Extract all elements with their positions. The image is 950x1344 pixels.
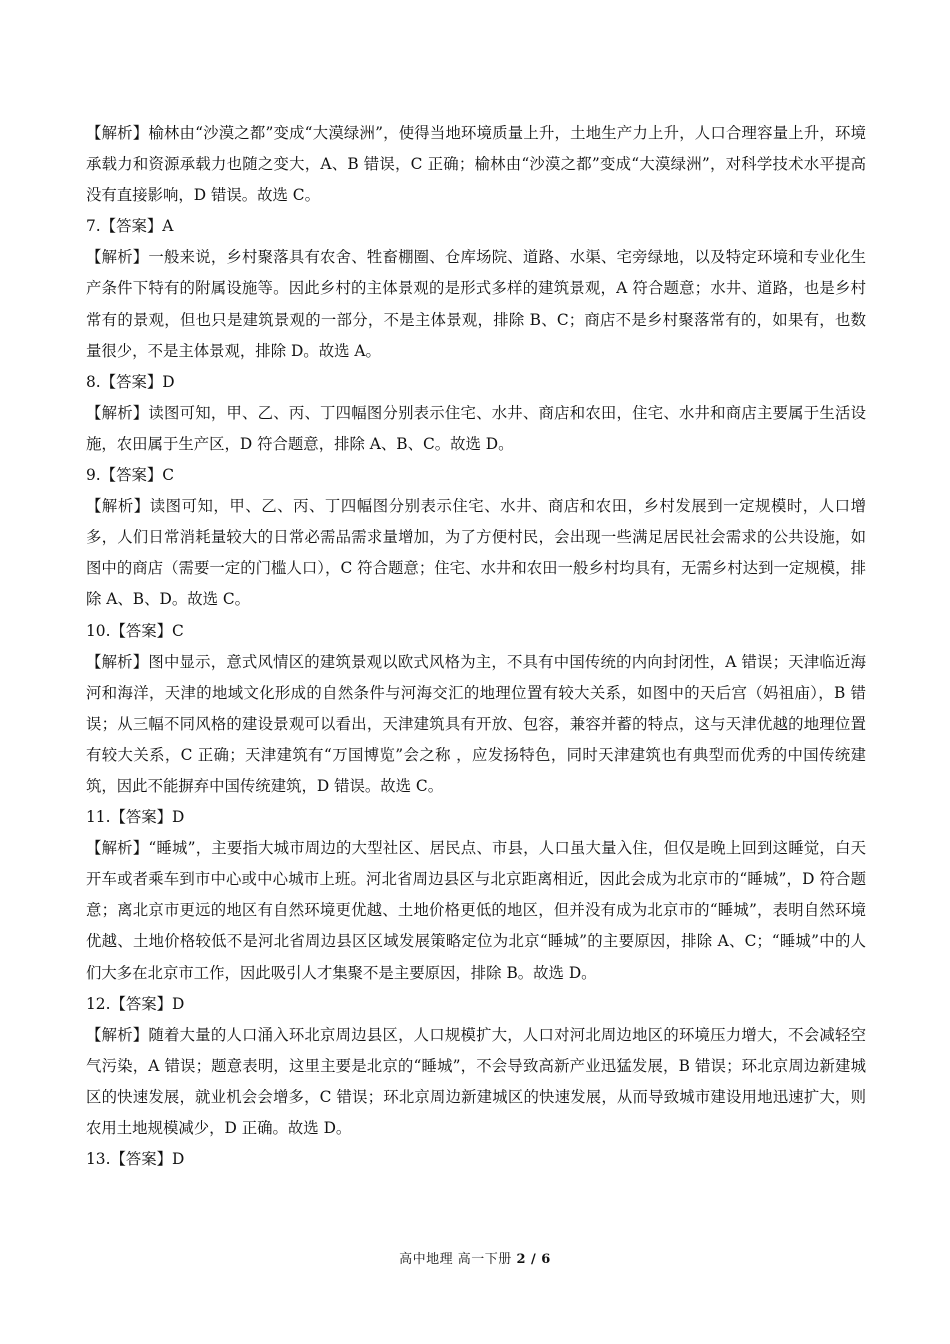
footer-label: 高中地理 高一下册 <box>399 1252 517 1267</box>
answer-line: 12.【答案】D <box>86 994 185 1013</box>
document-body <box>86 118 866 1175</box>
page-number: 2 / 6 <box>516 1252 551 1267</box>
paragraph: 【解析】榆林由“沙漠之都”变成“大漠绿洲”，使得当地环境质量上升，土地生产力上升，人口合理容量上升，环境承载力和资源承载力也随之变大，A、B 错误，C 正确；榆林由“沙漠之都”变成“大漠绿洲”，对科学技术水平提高没有直接影响，D 错误。故选 C。 <box>86 124 866 205</box>
answer-line: 8.【答案】D <box>86 372 175 391</box>
answer-line: 11.【答案】D <box>86 808 185 827</box>
paragraph: 【解析】随着大量的人口涌入环北京周边县区，人口规模扩大，人口对河北周边地区的环境压力增大，不会减轻空气污染，A 错误；题意表明，这里主要是北京的“睡城”，不会导致高新产业迅猛发展，B 错误；环北京周边新建城区的快速发展，就业机会会增多，C 错误；环北京周边新建城区的快速发展，从而导致城市建设用地迅速扩大，则农用土地规模减少，D 正确。故选 D。 <box>86 1025 866 1137</box>
page-footer <box>0 1248 950 1267</box>
answer-line: 13.【答案】D <box>86 1150 185 1169</box>
paragraph: 【解析】一般来说，乡村聚落具有农舍、牲畜棚圈、仓库场院、道路、水渠、宅旁绿地，以及特定环境和专业化生产条件下特有的附属设施等。因此乡村的主体景观的是形式多样的建筑景观，A 符合题意；水井、道路，也是乡村常有的景观，但也只是建筑景观的一部分，不是主体景观，排除 B、C；商店不是乡村聚落常有的，如果有，也数量很少，不是主体景观，排除 D。故选 A。 <box>86 248 866 360</box>
paragraph: 【解析】“睡城”，主要指大城市周边的大型社区、居民点、市县，人口虽大量入住，但仅是晚上回到这睡觉，白天开车或者乘车到市中心或中心城市上班。河北省周边县区与北京距离相近，因此会成为北京市的“睡城”，D 符合题意；离北京市更远的地区有自然环境更优越、土地价格更低的地区，但并没有成为北京市的“睡城”，表明自然环境优越、土地价格较低不是河北省周边县区区域发展策略定位为北京“睡城”的主要原因，排除 A、C；“睡城”中的人们大多在北京市工作，因此吸引人才集聚不是主要原因，排除 B。故选 D。 <box>86 839 866 982</box>
paragraph: 【解析】读图可知，甲、乙、丙、丁四幅图分别表示住宅、水井、商店和农田，住宅、水井和商店主要属于生活设施，农田属于生产区，D 符合题意，排除 A、B、C。故选 D。 <box>86 403 866 453</box>
answer-line: 10.【答案】C <box>86 621 184 640</box>
answer-line: 7.【答案】A <box>86 217 174 236</box>
answer-line: 9.【答案】C <box>86 466 175 485</box>
paragraph: 【解析】读图可知，甲、乙、丙、丁四幅图分别表示住宅、水井、商店和农田，乡村发展到一定规模时，人口增多，人们日常消耗量较大的日常必需品需求量增加，为了方便村民，会出现一些满足居民社会需求的公共设施，如图中的商店（需要一定的门槛人口），C 符合题意；住宅、水井和农田一般乡村均具有，无需乡村达到一定规模，排除 A、B、D。故选 C。 <box>86 497 866 609</box>
paragraph: 【解析】图中显示，意式风情区的建筑景观以欧式风格为主，不具有中国传统的内向封闭性，A 错误；天津临近海河和海洋，天津的地域文化形成的自然条件与河海交汇的地理位置有较大关系，如图中的天后宫（妈祖庙），B 错误；从三幅不同风格的建设景观可以看出，天津建筑具有开放、包容，兼容并蓄的特点，这与天津优越的地理位置有较大关系，C 正确；天津建筑有“万国博览”会之称 ，应发扬特色，同时天津建筑也有典型而优秀的中国传统建筑，因此不能摒弃中国传统建筑，D 错误。故选 C。 <box>86 652 866 795</box>
